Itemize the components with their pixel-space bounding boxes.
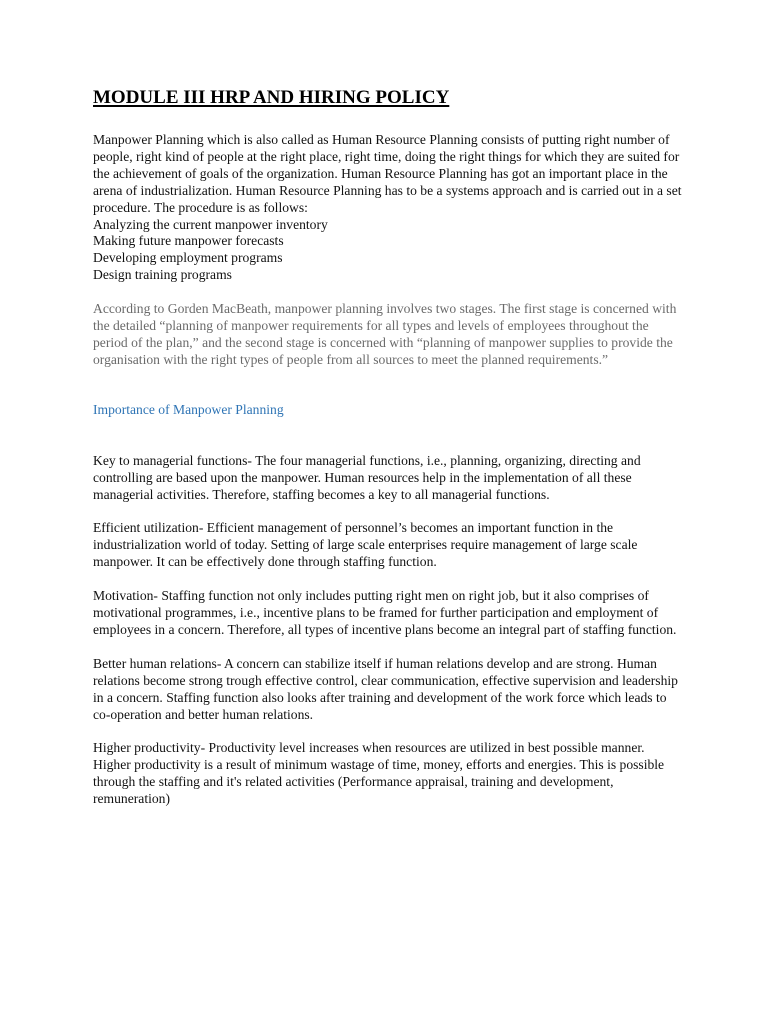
- macbeath-quote-paragraph: According to Gorden MacBeath, manpower planning involves two stages. The first stage is concerned with the detailed “planning of manpower requirements for all types and levels of employees throughout the period of the plan,” and the second stage is concerned with “planning of manpower supplies to provide the organisation with the right types of people from all sources to meet the planned requirements.”: [93, 301, 677, 367]
- importance-heading: Importance of Manpower Planning: [93, 401, 284, 417]
- procedure-item: Making future manpower forecasts: [93, 233, 284, 249]
- document-body: [93, 86, 683, 808]
- importance-item-managerial-functions: Key to managerial functions- The four managerial functions, i.e., planning, organizing, directing and controlling are based upon the manpower. Human resources help in the implementation of all these managerial activities. Therefore, staffing becomes a key to all managerial functions.: [93, 452, 641, 502]
- procedure-item: Developing employment programs: [93, 250, 283, 266]
- procedure-item: Analyzing the current manpower inventory: [93, 216, 328, 232]
- intro-paragraph: Manpower Planning which is also called as Human Resource Planning consists of putting right number of people, right kind of people at the right place, right time, doing the right things for which they are suited for the achievement of goals of the organization. Human Resource Planning has got an important place in the arena of industrialization. Human Resource Planning has to be a systems approach and is carried out in a set procedure. The procedure is as follows:: [93, 132, 682, 215]
- importance-item-efficient-utilization: Efficient utilization- Efficient management of personnel’s becomes an important function in the industrialization world of today. Setting of large scale enterprises require management of large scale manpower. It can be effectively done through staffing function.: [93, 520, 638, 570]
- importance-item-human-relations: Better human relations- A concern can stabilize itself if human relations develop and are strong. Human relations become strong trough effective control, clear communication, effective supervision and leadership in a concern. Staffing function also looks after training and development of the work force which leads to co-operation and better human relations.: [93, 655, 678, 722]
- importance-item-higher-productivity: Higher productivity- Productivity level increases when resources are utilized in best possible manner. Higher productivity is a result of minimum wastage of time, money, efforts and energies. This is possible through the staffing and it's related activities (Performance appraisal, training and development, remuneration): [93, 740, 665, 807]
- procedure-list: [93, 217, 683, 285]
- procedure-item: Design training programs: [93, 267, 232, 283]
- document-title: MODULE III HRP AND HIRING POLICY: [93, 87, 450, 108]
- importance-item-motivation: Motivation- Staffing function not only includes putting right men on right job, but it also comprises of motivational programmes, i.e., incentive plans to be framed for further participation and employment of employees in a concern. Therefore, all types of incentive plans become an integral part of staffing function.: [93, 588, 677, 637]
